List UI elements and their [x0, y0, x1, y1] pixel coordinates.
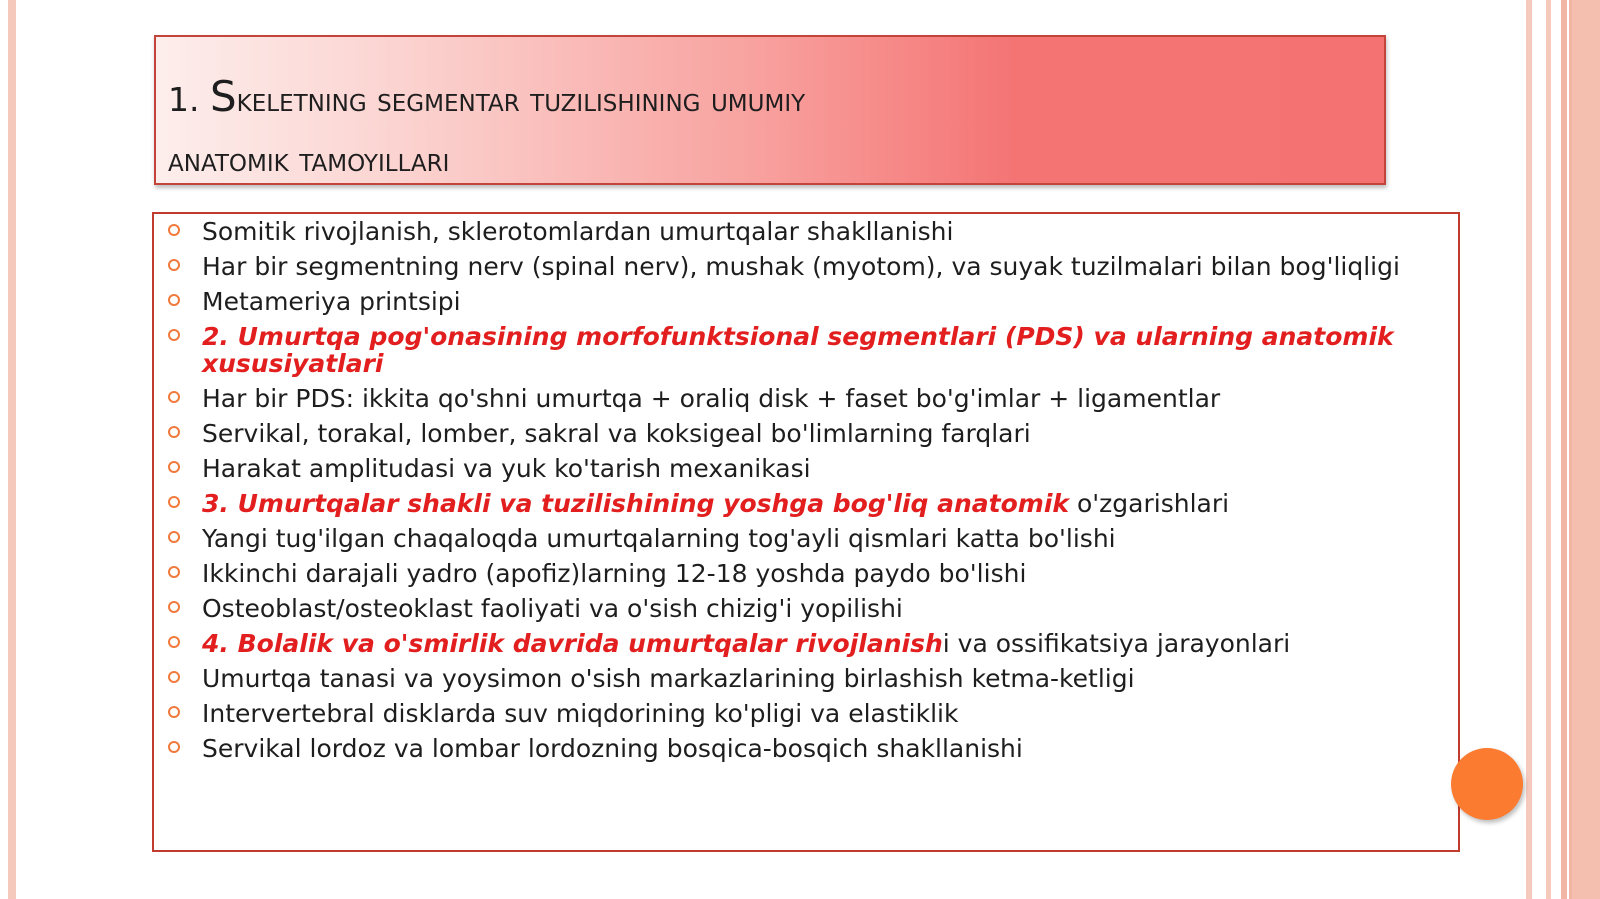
list-item — [154, 630, 1458, 657]
list-item — [154, 525, 1458, 552]
right-stripe — [1526, 0, 1532, 899]
section-heading-text: 4. Bolalik va o'smirlik davrida umurtqalar rivojlanish — [202, 629, 943, 658]
circle-bullet-icon — [168, 566, 180, 578]
circle-bullet-icon — [168, 706, 180, 718]
list-item — [154, 455, 1458, 482]
list-item — [154, 218, 1458, 245]
list-item-text: Somitik rivojlanish, sklerotomlardan umurtqalar shakllanishi — [202, 217, 954, 246]
list-item-text: Ikkinchi darajali yadro (apofiz)larning 12-18 yoshda paydo bo'lishi — [202, 559, 1027, 588]
list-item — [154, 595, 1458, 622]
right-stripe — [1546, 0, 1551, 899]
circle-bullet-icon — [168, 741, 180, 753]
slide-title — [168, 67, 805, 190]
right-stripe — [1567, 0, 1569, 899]
right-stripe — [1572, 0, 1600, 899]
bullet-list — [154, 218, 1458, 770]
list-item — [154, 490, 1458, 517]
list-item-text: Servikal lordoz va lombar lordozning bosqica-bosqich shakllanishi — [202, 734, 1023, 763]
list-item-text: Servikal, torakal, lomber, sakral va koksigeal bo'limlarning farqlari — [202, 419, 1031, 448]
circle-bullet-icon — [168, 294, 180, 306]
list-item-text: Harakat amplitudasi va yuk ko'tarish mexanikasi — [202, 454, 811, 483]
slide-title-box — [154, 35, 1386, 185]
circle-bullet-icon — [168, 636, 180, 648]
content-box — [152, 212, 1460, 852]
section-heading-text: 3. Umurtqalar shakli va tuzilishining yoshga bog'liq anatomik — [202, 489, 1070, 518]
circle-bullet-icon — [168, 496, 180, 508]
section-heading-text: 2. Umurtqa pog'onasining morfofunktsional segmentlari (PDS) va ularning anatomik xususiyatlari — [202, 322, 1394, 378]
list-item — [154, 253, 1458, 280]
list-item — [154, 560, 1458, 587]
list-item-text: o'zgarishlari — [1069, 489, 1230, 518]
list-item-text: Yangi tug'ilgan chaqaloqda umurtqalarning tog'ayli qismlari katta bo'lishi — [202, 524, 1116, 553]
list-item-text: Metameriya printsipi — [202, 287, 461, 316]
circle-bullet-icon — [168, 426, 180, 438]
circle-bullet-icon — [168, 601, 180, 613]
list-item — [154, 385, 1458, 412]
circle-bullet-icon — [168, 329, 180, 341]
circle-bullet-icon — [168, 531, 180, 543]
list-item — [154, 288, 1458, 315]
title-lead: 1. — [168, 80, 210, 119]
list-item — [154, 700, 1458, 727]
list-item — [154, 323, 1458, 377]
list-item-text: Har bir PDS: ikkita qo'shni umurtqa + oraliq disk + faset bo'g'imlar + ligamentlar — [202, 384, 1221, 413]
orange-circle-decoration — [1451, 748, 1523, 820]
right-decor-stripes — [1526, 0, 1600, 899]
circle-bullet-icon — [168, 259, 180, 271]
circle-bullet-icon — [168, 461, 180, 473]
list-item-text: Intervertebral disklarda suv miqdorining ko'pligi va elastiklik — [202, 699, 959, 728]
list-item-text: Osteoblast/osteoklast faoliyati va o'sish chizig'i yopilishi — [202, 594, 903, 623]
left-decor-stripe — [8, 0, 16, 899]
circle-bullet-icon — [168, 224, 180, 236]
title-initial: S — [209, 72, 237, 121]
circle-bullet-icon — [168, 671, 180, 683]
list-item — [154, 735, 1458, 762]
list-item-text: Har bir segmentning nerv (spinal nerv), mushak (myotom), va suyak tuzilmalari bilan bog'liqligi — [202, 252, 1400, 281]
list-item — [154, 665, 1458, 692]
circle-bullet-icon — [168, 391, 180, 403]
list-item — [154, 420, 1458, 447]
list-item-text: Umurtqa tanasi va yoysimon o'sish markazlarining birlashish ketma-ketligi — [202, 664, 1135, 693]
list-item-text: i va ossifikatsiya jarayonlari — [942, 629, 1291, 658]
title-rest: keletning segmentar tuzilishining umumiy — [236, 80, 806, 119]
title-line-2: anatomik tamoyillari — [168, 140, 450, 179]
